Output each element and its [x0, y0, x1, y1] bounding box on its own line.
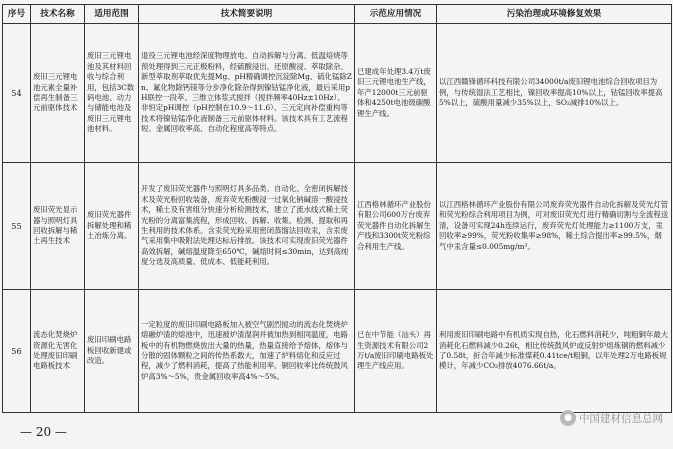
- description-cell: 退役三元锂电池经深度物理放电、自动拆解与分离、低温焙烧等预处理得到三元正极粉料，经硫酸浸出、还原酸浸、萃取除杂、新型萃取剂萃取优先提Mg、pH精确调控沉淀除Mg、硫化锰除Zn、氟化物除钙镁等分步净化除杂得到镍钴锰净化液，最后采用pH联控一段萃、三维立体浆式搅拌（搅拌频率40Hz±10Hz）、非恒定pH调控（pH控制在10.9～11.6）、三元定向补偿重构等技术将镍钴锰净化液制备三元前驱体材料。该技术具有工艺流程短、金属回收率高、自动化程度高等特点。: [139, 24, 355, 163]
- watermark: [560, 410, 663, 426]
- chat-bubble-icon: ●: [560, 410, 576, 426]
- header-scope: 适用范围: [85, 5, 139, 24]
- tech-name-cell: 流态化焚烧炉资源化无害化处理废旧印刷电路板技术: [31, 290, 85, 413]
- table-header-row: [3, 5, 672, 24]
- technology-table: [2, 4, 672, 413]
- tech-name-cell: 废旧三元锂电池元素全量补偿再生制备三元前驱体技术: [31, 24, 85, 163]
- tech-name-cell: 废旧荧光显示器与照明灯具回收拆解与稀土再生技术: [31, 163, 85, 290]
- effect-cell: 利用废旧印刷电路中有机质实现自热，化石燃料消耗少，吨粗铜年最大消耗化石燃料减少0.26t，相比传统鼓风炉或反射炉熔炼铜的燃料减少了0.58t，折合年减少标准煤耗0.41tce/t粗铜，以年处理2万电路板规模计，年减少CO₂排放4076.66t/a。: [437, 290, 672, 413]
- table-row: [3, 290, 672, 413]
- effect-cell: 以江西赣锋循环科技有限公司34000t/a废旧锂电池综合回收项目为例，与传统湿法工艺相比，镍回收率提高10%以上，钴锰回收率提高5%以上，硫酸用量减少35%以上，SO₂减排10%以上。: [437, 24, 672, 163]
- demo-cell: 已在中节能（汕头）再生资源技术有限公司2万t/a废旧印刷电路板处理生产线应用。: [355, 290, 437, 413]
- row-number: 55: [3, 163, 31, 290]
- effect-cell: 以江西格林循环产业股份有限公司废弃荧光器件自动化拆解及荧光灯管和荧光粉综合利用项目为例，可对废旧荧光灯进行精确切割与全流程送清，设备可实现24h连续运行，废弃荧光灯处理能力≥1100万支，汞回收率≥99%，荧光粉收集率≥98%，稀土综合提出率≥99.5%，烟气中汞含量≤0.005mg/m³。: [437, 163, 672, 290]
- scope-cell: 废旧荧光器件拆解处理和稀土冶炼分离。: [85, 163, 139, 290]
- description-cell: 一定粒度的废旧印刷电路板加入被空气剧烈搅动的流态化焚烧炉熔融炉渣的熔池中，迅速被炉渣湿润并被加热到相同温度，电路板中的有机物燃烧放出大量的热量，热量直接给予熔体，熔体与分散的固体颗粒之间的传热系数大，加速了炉料熔化和反应过程，减少了燃料消耗，提高了热能利用率。铜回收率比传统鼓风炉高3%～5%，贵金属回收率高4%～5%。: [139, 290, 355, 413]
- header-serial: 序号: [3, 5, 31, 24]
- scope-cell: 废旧印刷电路板回收新建或改造。: [85, 290, 139, 413]
- watermark-text: 中国建材信息总网: [579, 412, 663, 425]
- header-effect: 污染治理或环境修复效果: [437, 5, 672, 24]
- scope-cell: 废旧三元锂电池及其材料回收与综合利用，包括3C数码电池、动力与储能电池及废旧三元锂电池材料。: [85, 24, 139, 163]
- row-number: 54: [3, 24, 31, 163]
- table-row: [3, 163, 672, 290]
- header-tech-name: 技术名称: [31, 5, 85, 24]
- table-row: [3, 24, 672, 163]
- row-number: 56: [3, 290, 31, 413]
- header-demo: 示范应用情况: [355, 5, 437, 24]
- page-number: — 20 —: [20, 425, 67, 439]
- demo-cell: 江西格林循环产业股份有限公司600万台废弃荧光器件自动化拆解生产线和3300t荧光粉综合利用生产线。: [355, 163, 437, 290]
- header-description: 技术简要说明: [139, 5, 355, 24]
- description-cell: 开发了废旧荧光器件与照明灯具多品类、自动化、全密闭拆解技术及荧光粉回收装备，废弃荧光粉酸浸一过氧化钠碱溶一酸浸技术，稀土及有害组分快速分析检测技术，建立了流水线式稀土荧光粉的分离富集流程，形成回收、拆解、收集、检测、提取和再生利用的技术体系。含汞荧光粉采用密闭蒸馏法回收汞，含汞废气采用集中吸附法处理达标后排放。该技术可实现废旧荧光器件高效拆解，碱熔温度降至650℃，碱熔时间≤30min，达到高纯度分选及高质量、低成本、低能耗利用。: [139, 163, 355, 290]
- demo-cell: 已建成年处理3.4万t废旧三元锂电池生产线，年产12000t三元前驱体和4250t电池级碳酸锂生产线。: [355, 24, 437, 163]
